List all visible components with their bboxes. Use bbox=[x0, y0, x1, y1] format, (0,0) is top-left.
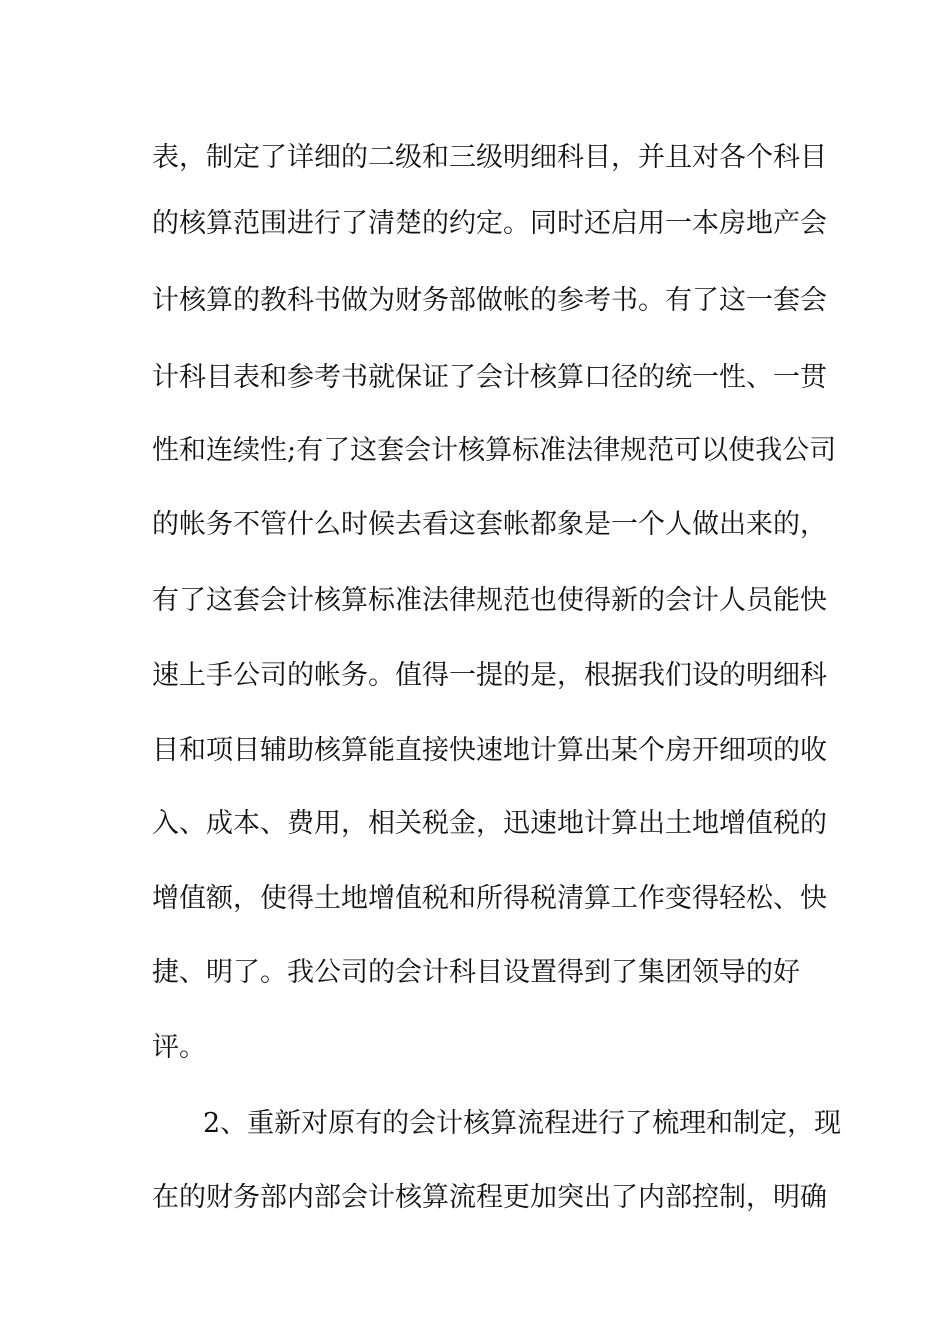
paragraph-line: 的帐务不管什么时候去看这套帐都象是一个人做出来的， bbox=[152, 509, 827, 540]
paragraph-line: 计科目表和参考书就保证了会计核算口径的统一性、一贯 bbox=[152, 362, 827, 393]
paragraph-line: 的核算范围进行了清楚的约定。同时还启用一本房地产会 bbox=[152, 208, 827, 239]
paragraph-line: 增值额，使得土地增值税和所得税清算工作变得轻松、快 bbox=[152, 883, 827, 914]
paragraph-line: 计核算的教科书做为财务部做帐的参考书。有了这一套会 bbox=[152, 285, 827, 316]
paragraph-line: 表，制定了详细的二级和三级明细科目，并且对各个科目 bbox=[152, 142, 827, 173]
paragraph-line: 捷、明了。我公司的会计科目设置得到了集团领导的好 bbox=[152, 957, 800, 988]
paragraph-line: 性和连续性;有了这套会计核算标准法律规范可以使我公司 bbox=[152, 435, 837, 466]
paragraph-line: 评。 bbox=[152, 1032, 206, 1063]
paragraph-line: 有了这套会计核算标准法律规范也使得新的会计人员能快 bbox=[152, 585, 827, 616]
paragraph-line: 速上手公司的帐务。值得一提的是，根据我们设的明细科 bbox=[152, 660, 827, 691]
paragraph-line: 在的财务部内部会计核算流程更加突出了内部控制，明确 bbox=[152, 1182, 827, 1213]
paragraph-start-line: 2、重新对原有的会计核算流程进行了梳理和制定，现 bbox=[203, 1108, 842, 1139]
paragraph-line: 目和项目辅助核算能直接快速地计算出某个房开细项的收 bbox=[152, 735, 827, 766]
paragraph-line: 入、成本、费用，相关税金，迅速地计算出土地增值税的 bbox=[152, 808, 827, 839]
